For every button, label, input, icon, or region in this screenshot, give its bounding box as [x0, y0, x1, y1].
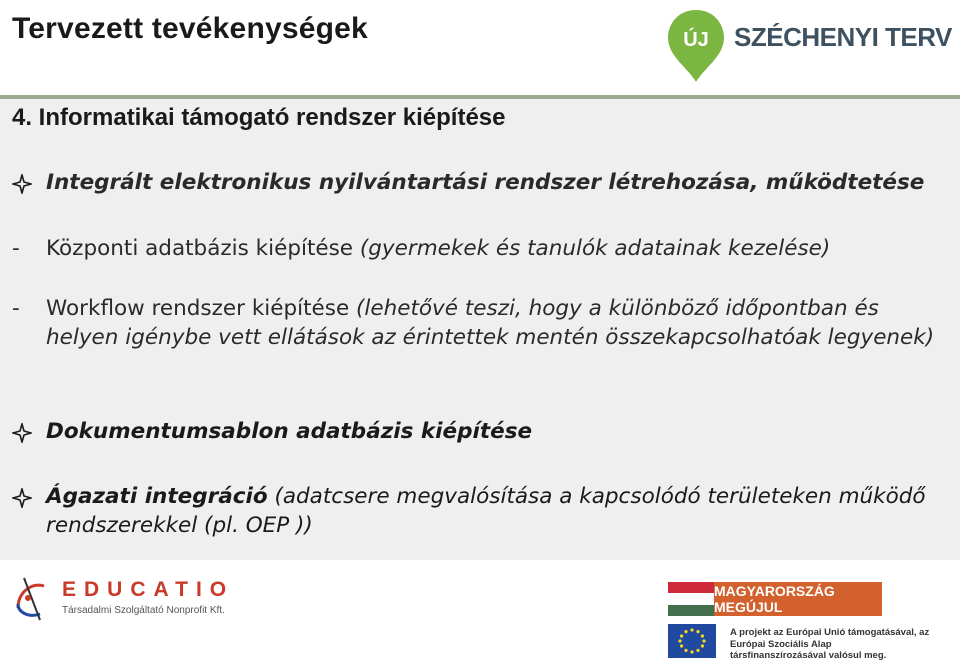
subitem-lead: Workflow rendszer kiépítése — [46, 296, 350, 321]
bullet-text: Integrált elektronikus nyilvántartási rendszer létrehozása, működtetése — [46, 170, 925, 195]
svg-text:ÚJ: ÚJ — [683, 29, 709, 51]
eu-flag-icon — [668, 624, 716, 658]
subitem-detail: (lehetővé teszi, hogy a különböző időpontban és helyen igénybe vett ellátások az érintettek mentén összekapcsolhatóak legyenek) — [46, 296, 935, 350]
subitem-lead: Központi adatbázis kiépítése — [46, 236, 354, 261]
magyarorszag-megujul-banner — [668, 582, 882, 616]
diamond-bullet-icon — [12, 423, 32, 443]
bullet-item-1 — [12, 168, 942, 197]
subitem-detail: (gyermekek és tanulók adatainak kezelése) — [359, 236, 831, 261]
section-title: 4. Informatikai támogató rendszer kiépítése — [12, 104, 506, 131]
bullet-strong-text: Ágazati integráció — [46, 484, 268, 509]
dash-marker: - — [12, 236, 20, 261]
bullet-text: (adatcsere megvalósítása a kapcsolódó területeken működő rendszerekkel (pl. OEP )) — [46, 484, 926, 538]
bullet-text: Dokumentumsablon adatbázis kiépítése — [46, 419, 533, 444]
educatio-subtitle: Társadalmi Szolgáltató Nonprofit Kft. — [62, 605, 225, 616]
diamond-bullet-icon — [12, 174, 32, 194]
szechenyi-terv-logo — [664, 6, 952, 88]
educatio-name: EDUCATIO — [62, 578, 235, 601]
bullet-item-2 — [12, 417, 942, 446]
page-title: Tervezett tevékenységek — [12, 12, 368, 45]
dash-marker: - — [12, 296, 20, 321]
logo-wordmark: SZÉCHENYI TERV — [734, 22, 952, 52]
diamond-bullet-icon — [12, 488, 32, 508]
banner-label: MAGYARORSZÁG MEGÚJUL — [714, 582, 882, 616]
subitem-1 — [12, 234, 942, 263]
hungarian-flag-icon — [668, 582, 714, 616]
bullet-item-3 — [12, 482, 942, 540]
educatio-emblem-icon — [10, 574, 54, 624]
eu-funding-text: A projekt az Európai Unió támogatásával, az Európai Szociális Alap társfinanszírozásával valósul meg. — [730, 627, 930, 661]
uj-badge-icon — [664, 6, 728, 86]
educatio-logo — [10, 574, 240, 634]
subitem-2 — [12, 294, 942, 352]
